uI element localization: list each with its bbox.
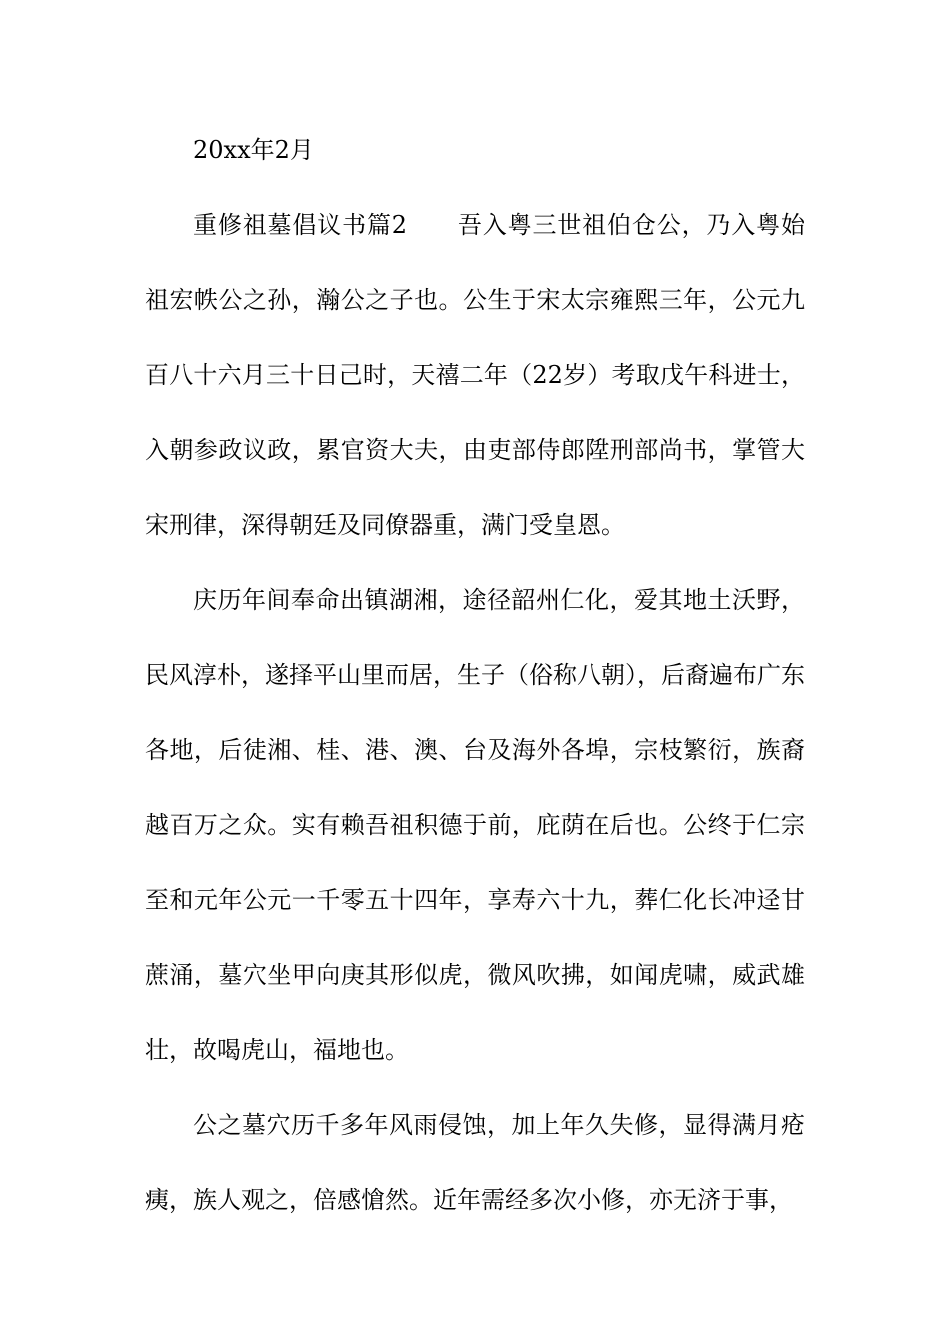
date-line: 20xx年2月 — [193, 136, 314, 164]
paragraph-2: 庆历年间奉命出镇湖湘，途径韶州仁化，爱其地土沃野，民风淳朴，遂择平山里而居，生子（俗称八朝），后裔遍布广东各地，后徒湘、桂、港、澳、台及海外各埠，宗枝繁衍，族裔越百万之众。实有赖吾祖积德于前，庇荫在后也。公终于仁宗至和元年公元一千零五十四年，享寿六十九，葬仁化长冲迳甘蔗涌，墓穴坐甲向庚其形似虎，微风吹拂，如闻虎啸，威武雄壮，故喝虎山，福地也。 — [145, 586, 805, 1064]
document-page — [145, 113, 805, 1238]
paragraph-intro — [145, 188, 805, 563]
section-heading: 重修祖墓倡议书篇2 — [193, 211, 408, 239]
paragraph-1-text: 吾入粤三世祖伯仓公，乃入粤始祖宏帙公之孙，瀚公之子也。公生于宋太宗雍熙三年，公元九百八十六月三十日己时，天禧二年（22岁）考取戊午科进士，入朝参政议政，累官资大夫，由吏部侍郎陞刑部尚书，掌管大宋刑律，深得朝廷及同僚器重，满门受皇恩。 — [145, 211, 805, 539]
paragraph-3: 公之墓穴历千多年风雨侵蚀，加上年久失修，显得满月疮痍，族人观之，倍感愴然。近年需经多次小修，亦无济于事， — [145, 1111, 805, 1214]
